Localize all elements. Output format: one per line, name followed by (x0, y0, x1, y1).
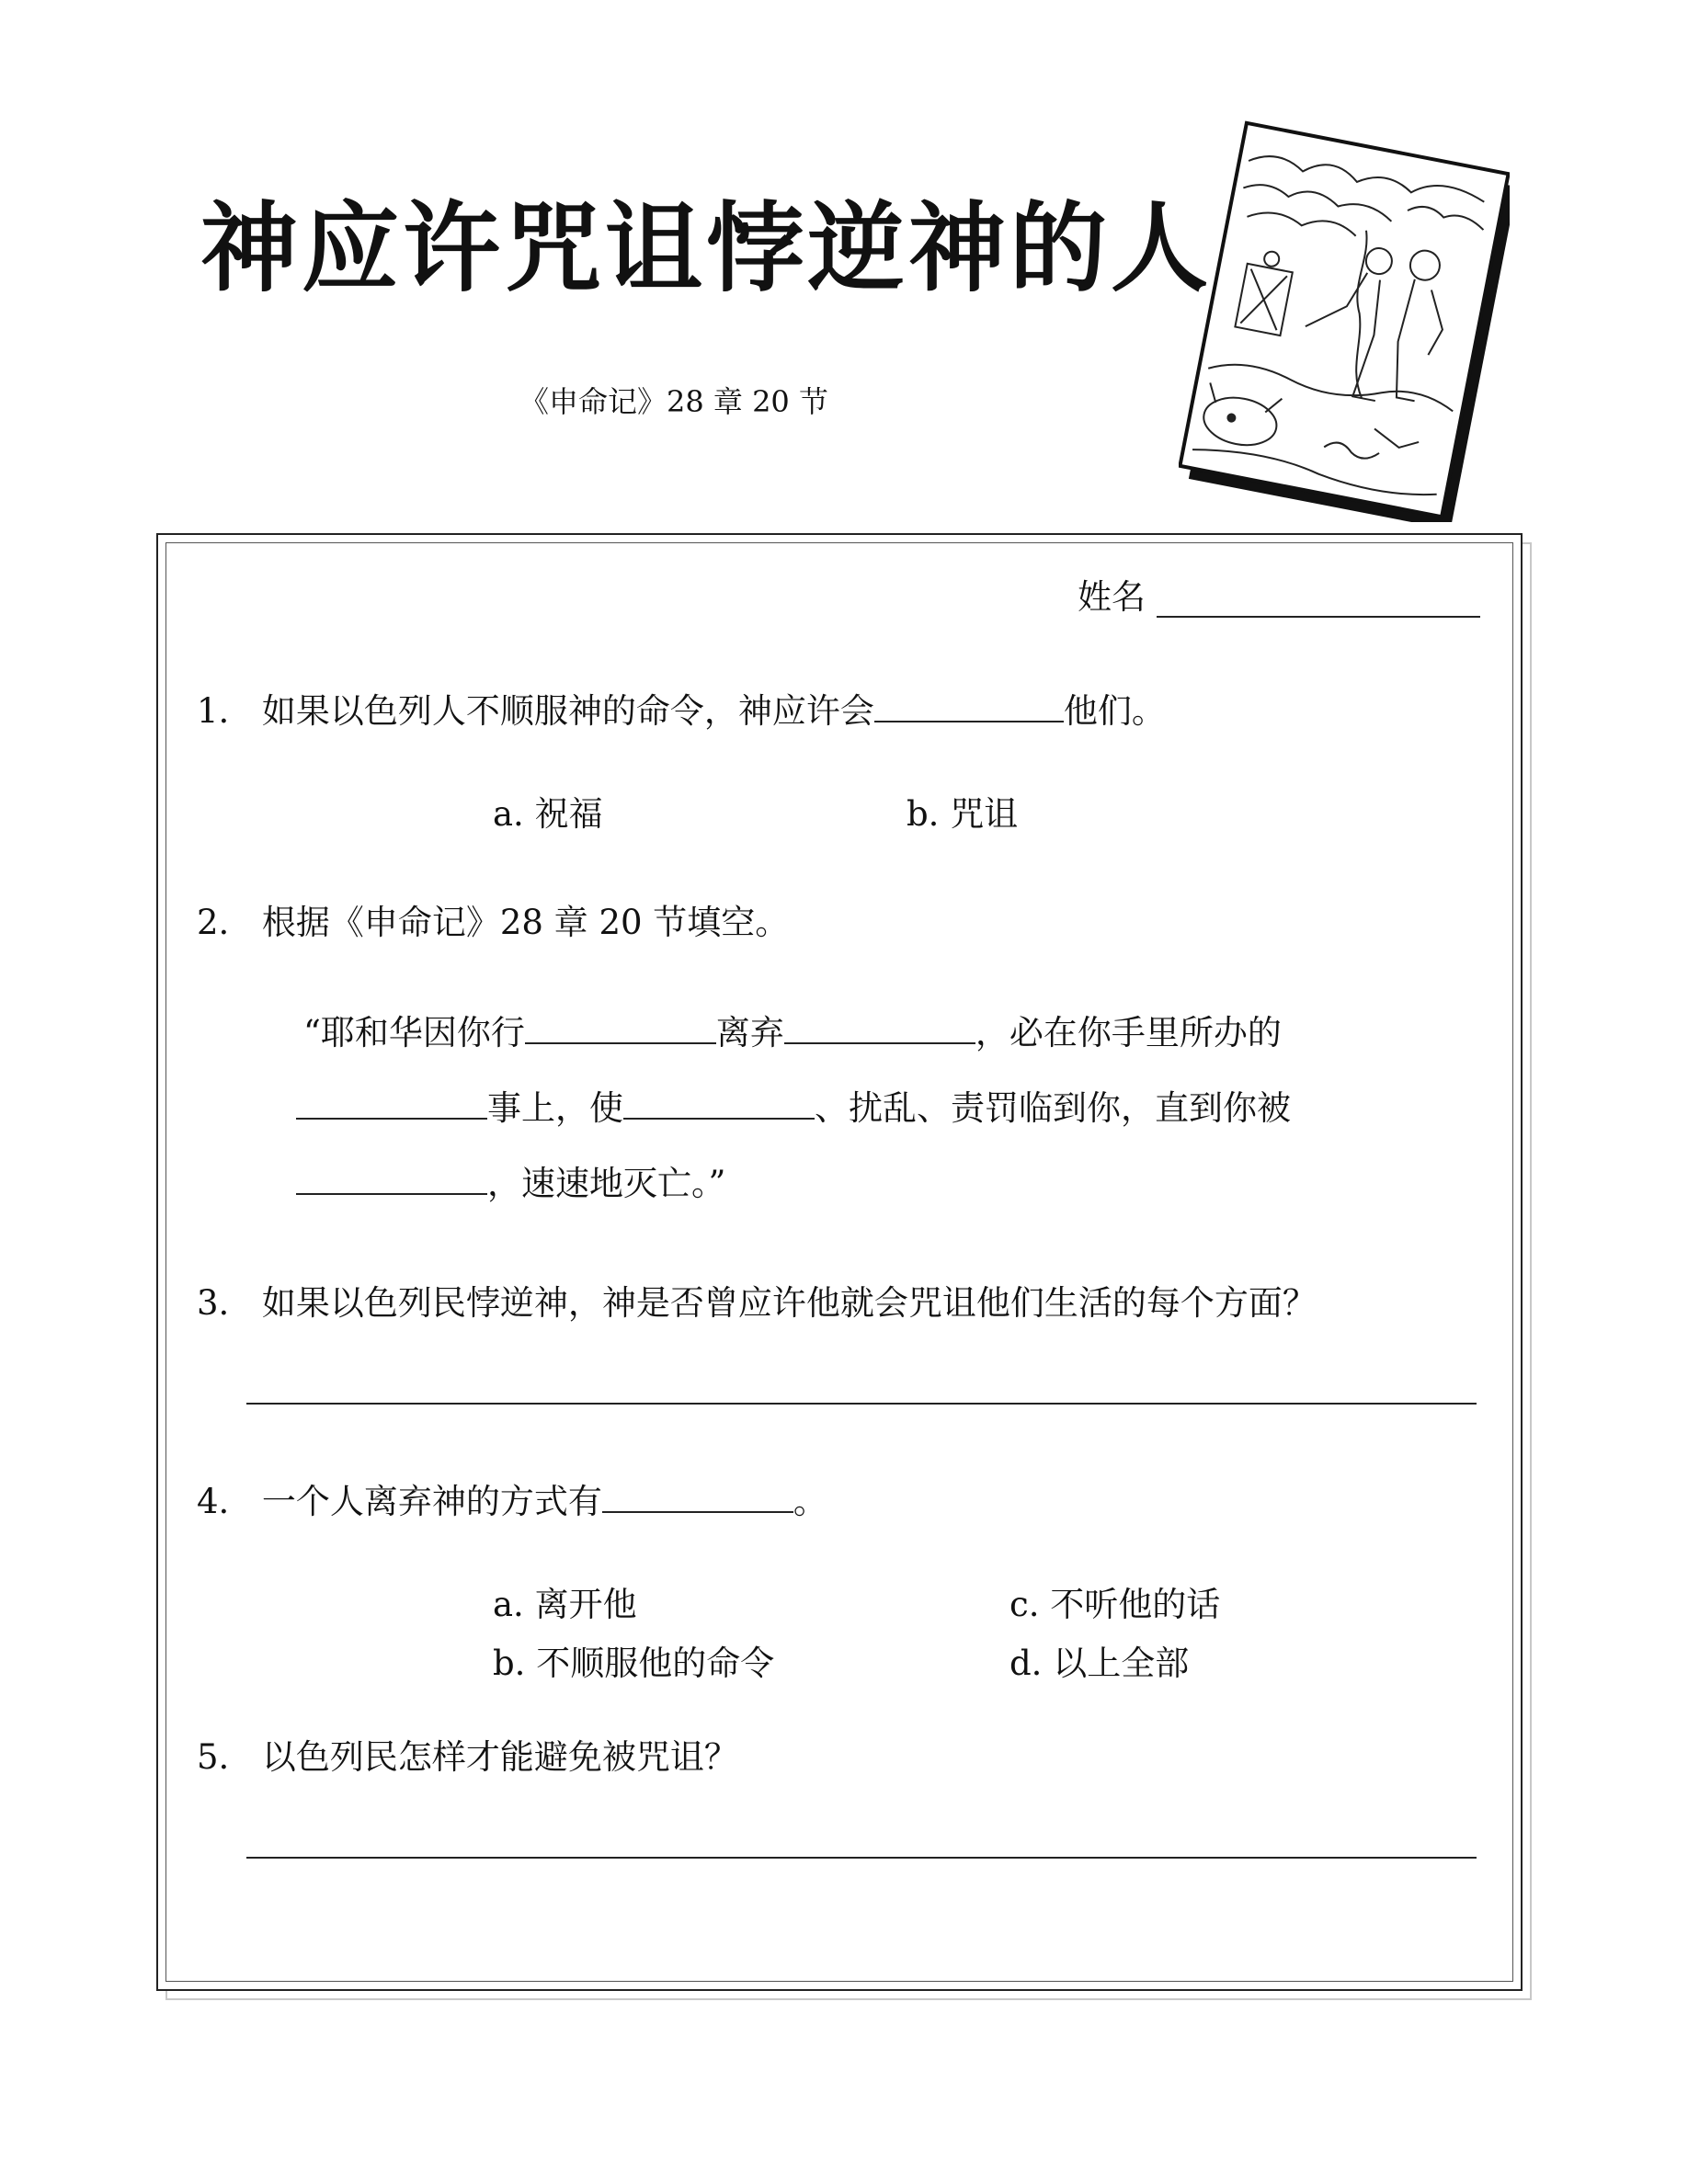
question-1 (197, 688, 1166, 732)
verse-text: “耶和华因你行 (303, 1013, 525, 1052)
q1-option-b[interactable]: b. 咒诅 (907, 794, 1019, 834)
verse-text: ，必在你手里所办的 (975, 1013, 1282, 1052)
question-4-blank[interactable] (602, 1478, 793, 1513)
verse-blank-4[interactable] (623, 1085, 815, 1120)
name-label: 姓名 (1078, 577, 1146, 617)
verse-text: ，速速地灭亡。” (487, 1164, 726, 1203)
q1-option-a[interactable]: a. 祝福 (493, 794, 603, 834)
question-4-number: 4. (197, 1482, 230, 1521)
verse-line-3 (296, 1160, 725, 1204)
question-5-number: 5. (197, 1737, 230, 1777)
question-2 (197, 903, 789, 943)
question-4-text-end: 。 (793, 1482, 827, 1521)
verse-line-1 (303, 1009, 1282, 1053)
q4-option-b[interactable]: b. 不顺服他的命令 (493, 1644, 775, 1683)
q4-option-d[interactable]: d. 以上全部 (1009, 1644, 1190, 1683)
question-5 (197, 1737, 738, 1778)
question-3-answer-line[interactable] (246, 1403, 1477, 1405)
question-5-text: 以色列民怎样才能避免被咒诅？ (261, 1737, 738, 1777)
question-1-blank[interactable] (874, 688, 1064, 722)
question-2-number: 2. (197, 903, 230, 942)
q4-option-a[interactable]: a. 离开他 (493, 1585, 637, 1624)
question-4 (197, 1478, 827, 1522)
question-3 (197, 1283, 1317, 1324)
question-1-text: 如果以色列人不顺服神的命令，神应许会 (261, 691, 874, 731)
q4-option-c[interactable]: c. 不听他的话 (1009, 1585, 1221, 1624)
name-input-line[interactable] (1157, 616, 1480, 618)
page-title: 神应许咒诅悖逆神的人 (200, 192, 1212, 305)
verse-blank-3[interactable] (296, 1085, 487, 1120)
verse-blank-2[interactable] (784, 1009, 975, 1044)
question-1-text-end: 他们。 (1063, 691, 1166, 731)
question-5-answer-line[interactable] (246, 1857, 1477, 1859)
question-2-text: 根据《申命记》28 章 20 节填空。 (261, 903, 790, 942)
verse-text: 、扰乱、责罚临到你，直到你被 (815, 1088, 1291, 1128)
bible-scene-illustration (1179, 118, 1510, 522)
question-3-number: 3. (197, 1283, 230, 1323)
verse-text: 事上，使 (487, 1088, 623, 1128)
verse-line-2 (296, 1085, 1291, 1129)
verse-text: 离弃 (715, 1013, 784, 1052)
question-1-number: 1. (197, 691, 230, 731)
question-4-text: 一个人离弃神的方式有 (261, 1482, 602, 1521)
verse-blank-5[interactable] (296, 1160, 487, 1195)
verse-blank-1[interactable] (525, 1009, 716, 1044)
question-3-text: 如果以色列民悖逆神，神是否曾应许他就会咒诅他们生活的每个方面？ (261, 1283, 1317, 1323)
scripture-reference: 《申命记》28 章 20 节 (519, 384, 828, 419)
